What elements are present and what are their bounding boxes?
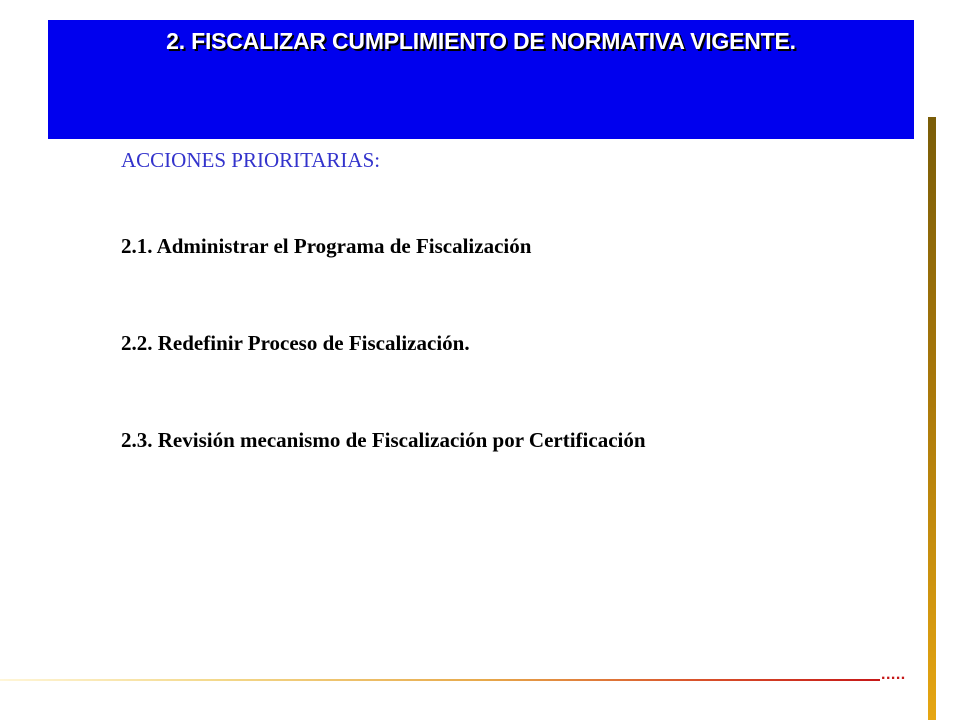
action-item-2-2: 2.2. Redefinir Proceso de Fiscalización. xyxy=(121,331,470,355)
slide-title: 2. FISCALIZAR CUMPLIMIENTO DE NORMATIVA VIGENTE. xyxy=(166,28,796,54)
decorative-side-bar xyxy=(928,117,936,720)
action-item-2-1: 2.1. Administrar el Programa de Fiscalización xyxy=(121,234,532,258)
title-banner xyxy=(48,20,914,139)
decorative-dots: ..... xyxy=(881,666,906,683)
action-item-2-3: 2.3. Revisión mecanismo de Fiscalización por Certificación xyxy=(121,428,646,452)
section-heading: ACCIONES PRIORITARIAS: xyxy=(121,148,381,172)
decorative-bottom-rule xyxy=(0,679,880,681)
